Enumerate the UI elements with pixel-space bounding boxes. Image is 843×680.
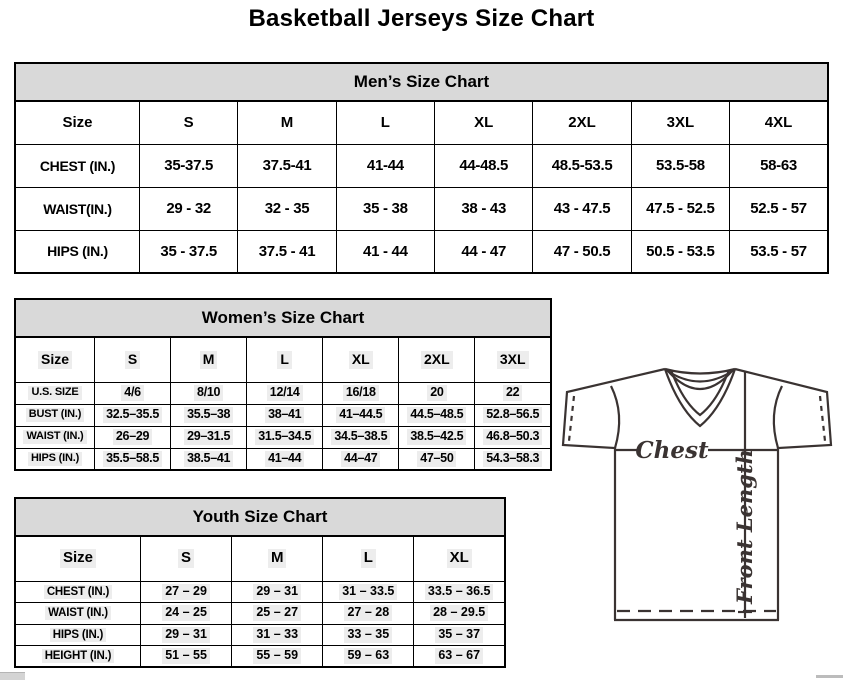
measurement-value-cell: 41-44: [336, 144, 434, 187]
collar-back-arc: [665, 369, 735, 374]
size-column-header: M: [238, 101, 336, 144]
measurement-value-cell: 8/10: [171, 382, 247, 404]
measurement-value-cell: 41–44: [247, 448, 323, 470]
size-header-row: [15, 337, 551, 382]
measurement-value-cell: 51 – 55: [141, 646, 232, 668]
measurement-value-cell: 53.5 - 57: [730, 230, 828, 273]
measurement-row: [15, 646, 505, 668]
measurement-value-cell: 35-37.5: [140, 144, 238, 187]
measurement-value-cell: 29–31.5: [171, 426, 247, 448]
measurement-value-cell: 58-63: [730, 144, 828, 187]
size-column-header: L: [323, 536, 414, 581]
measurement-row-label: WAIST (IN.): [15, 603, 141, 625]
measurement-value-cell: 44 - 47: [435, 230, 533, 273]
measurement-row: [15, 581, 505, 603]
measurement-value-cell: 41 - 44: [336, 230, 434, 273]
measurement-value-cell: 38.5–42.5: [399, 426, 475, 448]
measurement-value-cell: 44-48.5: [435, 144, 533, 187]
measurement-value-cell: 54.3–58.3: [475, 448, 551, 470]
measurement-value-cell: 12/14: [247, 382, 323, 404]
measurement-value-cell: 25 – 27: [232, 603, 323, 625]
youth-size-table: [14, 535, 506, 668]
measurement-value-cell: 16/18: [323, 382, 399, 404]
mens-chart-title: Men’s Size Chart: [14, 62, 829, 102]
measurement-value-cell: 31.5–34.5: [247, 426, 323, 448]
measurement-value-cell: 26–29: [95, 426, 171, 448]
measurement-row-label: U.S. SIZE: [15, 382, 95, 404]
measurement-value-cell: 35 - 37.5: [140, 230, 238, 273]
measurement-value-cell: 29 – 31: [232, 581, 323, 603]
measurement-row-label: HIPS (IN.): [15, 230, 140, 273]
measurement-value-cell: 33.5 – 36.5: [414, 581, 505, 603]
mens-size-table: [14, 100, 829, 274]
measurement-value-cell: 34.5–38.5: [323, 426, 399, 448]
measurement-row: [15, 624, 505, 646]
size-column-header: S: [95, 337, 171, 382]
measurement-value-cell: 32.5–35.5: [95, 404, 171, 426]
mens-size-chart: [14, 62, 829, 274]
size-corner-header: Size: [15, 536, 141, 581]
measurement-value-cell: 38–41: [247, 404, 323, 426]
measurement-row-label: HIPS (IN.): [15, 448, 95, 470]
measurement-value-cell: 22: [475, 382, 551, 404]
measurement-value-cell: 33 – 35: [323, 624, 414, 646]
measurement-value-cell: 44.5–48.5: [399, 404, 475, 426]
measurement-row: [15, 187, 828, 230]
measurement-row: [15, 230, 828, 273]
size-column-header: 3XL: [631, 101, 729, 144]
measurement-value-cell: 55 – 59: [232, 646, 323, 668]
measurement-value-cell: 27 – 29: [141, 581, 232, 603]
size-column-header: L: [247, 337, 323, 382]
measurement-value-cell: 20: [399, 382, 475, 404]
measurement-value-cell: 37.5 - 41: [238, 230, 336, 273]
measurement-value-cell: 63 – 67: [414, 646, 505, 668]
size-column-header: 2XL: [533, 101, 631, 144]
size-column-header: M: [171, 337, 247, 382]
youth-chart-title: Youth Size Chart: [14, 497, 506, 537]
size-corner-header: Size: [15, 101, 140, 144]
measurement-value-cell: 31 – 33.5: [323, 581, 414, 603]
size-column-header: XL: [414, 536, 505, 581]
right-sleeve-stitch: [820, 396, 825, 441]
measurement-value-cell: 31 – 33: [232, 624, 323, 646]
measurement-value-cell: 37.5-41: [238, 144, 336, 187]
measurement-value-cell: 35 - 38: [336, 187, 434, 230]
right-armhole-seam: [774, 386, 782, 448]
measurement-row-label: WAIST(IN.): [15, 187, 140, 230]
size-column-header: XL: [323, 337, 399, 382]
measurement-value-cell: 47 - 50.5: [533, 230, 631, 273]
measurement-value-cell: 44–47: [323, 448, 399, 470]
measurement-row-label: CHEST (IN.): [15, 144, 140, 187]
size-column-header: S: [140, 101, 238, 144]
womens-chart-title: Women’s Size Chart: [14, 298, 552, 338]
measurement-value-cell: 38 - 43: [435, 187, 533, 230]
measurement-value-cell: 35 – 37: [414, 624, 505, 646]
measurement-value-cell: 50.5 - 53.5: [631, 230, 729, 273]
measurement-value-cell: 29 – 31: [141, 624, 232, 646]
page-title: Basketball Jerseys Size Chart: [248, 5, 595, 32]
measurement-row: [15, 382, 551, 404]
measurement-row-label: CHEST (IN.): [15, 581, 141, 603]
womens-size-table: [14, 336, 552, 471]
measurement-value-cell: 29 - 32: [140, 187, 238, 230]
measurement-row: [15, 144, 828, 187]
size-column-header: XL: [435, 101, 533, 144]
measurement-row-label: BUST (IN.): [15, 404, 95, 426]
measurement-value-cell: 48.5-53.5: [533, 144, 631, 187]
youth-size-chart: [14, 497, 506, 668]
measurement-value-cell: 52.5 - 57: [730, 187, 828, 230]
chest-label: Chest: [635, 437, 709, 464]
measurement-value-cell: 28 – 29.5: [414, 603, 505, 625]
measurement-value-cell: 46.8–50.3: [475, 426, 551, 448]
measurement-row: [15, 404, 551, 426]
measurement-value-cell: 38.5–41: [171, 448, 247, 470]
measurement-row-label: HEIGHT (IN.): [15, 646, 141, 668]
measurement-row: [15, 448, 551, 470]
measurement-value-cell: 35.5–58.5: [95, 448, 171, 470]
measurement-value-cell: 4/6: [95, 382, 171, 404]
horizontal-scrollbar-fragment[interactable]: [816, 675, 843, 678]
size-column-header: 3XL: [475, 337, 551, 382]
measurement-value-cell: 53.5-58: [631, 144, 729, 187]
left-sleeve-stitch: [569, 396, 574, 441]
measurement-value-cell: 43 - 47.5: [533, 187, 631, 230]
jersey-outline-left: [563, 369, 665, 620]
measurement-row: [15, 426, 551, 448]
left-armhole-seam: [611, 386, 619, 448]
measurement-value-cell: 27 – 28: [323, 603, 414, 625]
size-header-row: [15, 536, 505, 581]
measurement-value-cell: 47–50: [399, 448, 475, 470]
measurement-value-cell: 41–44.5: [323, 404, 399, 426]
size-column-header: 2XL: [399, 337, 475, 382]
size-header-row: [15, 101, 828, 144]
measurement-value-cell: 24 – 25: [141, 603, 232, 625]
size-column-header: 4XL: [730, 101, 828, 144]
size-column-header: S: [141, 536, 232, 581]
womens-size-chart: [14, 298, 552, 471]
measurement-row-label: HIPS (IN.): [15, 624, 141, 646]
jersey-measurement-diagram: [558, 362, 843, 624]
size-column-header: L: [336, 101, 434, 144]
measurement-row-label: WAIST (IN.): [15, 426, 95, 448]
measurement-value-cell: 59 – 63: [323, 646, 414, 668]
front-length-label: Front Length: [732, 449, 757, 604]
measurement-value-cell: 47.5 - 52.5: [631, 187, 729, 230]
measurement-value-cell: 32 - 35: [238, 187, 336, 230]
measurement-value-cell: 35.5–38: [171, 404, 247, 426]
measurement-value-cell: 52.8–56.5: [475, 404, 551, 426]
measurement-row: [15, 603, 505, 625]
size-corner-header: Size: [15, 337, 95, 382]
size-column-header: M: [232, 536, 323, 581]
